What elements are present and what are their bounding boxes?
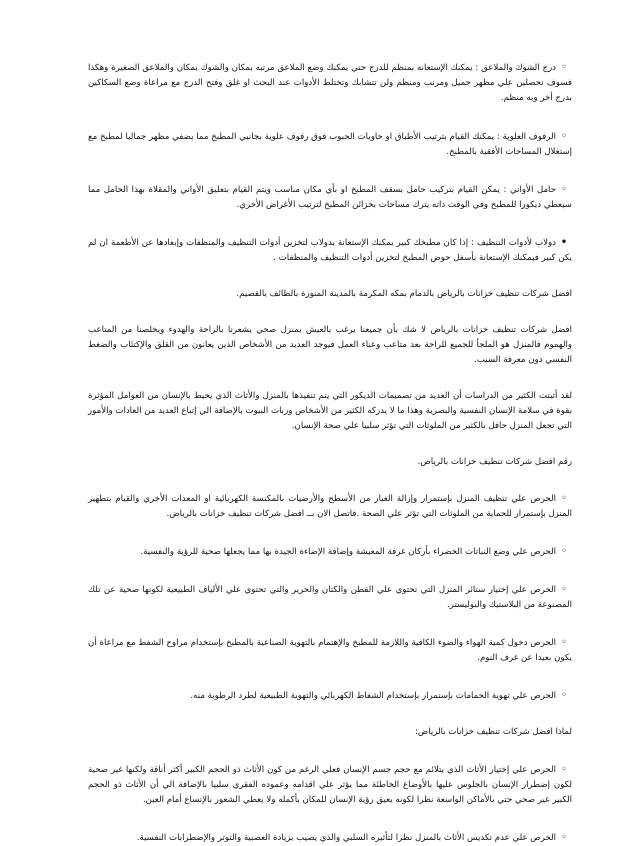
bullet-marker: ◦ [561, 584, 567, 595]
bullet-marker: ◦ [561, 131, 567, 142]
bullet-marker: ◦ [561, 62, 567, 73]
bullet-marker: ◦ [561, 764, 567, 775]
bullet-marker: ◦ [561, 690, 567, 701]
paragraph-pot-rack [88, 182, 572, 213]
paragraph-plants-tip [88, 544, 572, 560]
paragraph-text: الرفوف العلوية : يمكنك القيام بترتيب الأطباق او حاويات الحبوب فوق رفوف علوية بجانبي المطبخ مما يضفي مظهر جماليا لمطبخ مع إستغلال المساحات الأفقية بالمطبخ. [88, 132, 572, 157]
paragraph-text: دولاب لأدوات التنظيف : إذا كان مطبخك كبير يمكنك الإستعانة بدولاب لتخزين أدوات التنظيف والمنظفات وإبعادها عن الأطعمة ان لم يكن كبير فيمكنك الإستعانة بأسفل حوض المطبخ لتخزين أدوات التنظيف والمنظفات . [88, 238, 572, 263]
paragraph-text: افضل شركات تنظيف خزانات بالرياض بالدمام بمكه المكرمة بالمدينة المنورة بالطائف بالقصيم. [236, 289, 572, 299]
paragraph-text: الحرص علي إختيار الأثاث الذي يتلائم مع حجم جسم الإنسان فعلي الرغم من كون الأثاث ذو الحجم الكبير أكثر أناقة ولكنها غير صحية لكون إضطرار الإنسان بالجلوس عليها بالأوضاع الخاطئة مما يؤثر علي اقدامه وعموده الفقري سلبيا بالإضافة الي أن الأثاث ذو الحجم الكبير غير صحي حتي بالأماكن الواسعة نظرا لكونه يعيق رؤية الإنسان للمكان بأكمله ولا يعطي الشعور بالإتساع أمام العين. [88, 765, 572, 805]
paragraph-curtains-tip [88, 582, 572, 613]
paragraph-text: الحرص علي تنظيف المنزل بإستمرار وإزالة الغبار من الأسطح والأرضيات بالمكنسة الكهربائية او المعدات الأخري والقيام بتطهير المنزل بإستمرار للحماية من الملوثات التي تؤثر علي الصحة .فاتصل الان بــ افضل شركات تنظيف خزانات بالرياض. [88, 494, 572, 519]
bullet-marker: ◦ [561, 637, 567, 648]
paragraph-text: حامل الأواني : يمكن القيام بتركيب حامل بسقف المطبخ او بأي مكان مناسب ويتم القيام بتعليق الأواني والمقلاة بهذا الحامل مما سيعطي ديكورا للمطبخ وفي الوقت ذاته يترك مساحات بخزائن المطبخ لترتيب الأغراض الأخري. [88, 185, 572, 210]
paragraph-best-companies [88, 287, 572, 302]
paragraph-cleaning-cabinet [88, 235, 572, 266]
paragraph-text: الحرص دخول كمية الهواء والضوء الكافية واللازمة للمطبخ والإهتمام بالتهوية الصناعية بالمطبخ بإستخدام مراوح الشفط مع مراعاة أن يكون بعيدا عن غرف النوم. [88, 638, 572, 663]
bullet-marker: ◦ [561, 184, 567, 195]
paragraph-text: الحرص علي إختيار ستائر المنزل التي تحتوي علي القطن والكتان والحرير والتي تحتوي علي الألياف الطبيعية لكونها صحية عن تلك المصنوعة من البلاستيك والبوليستر. [88, 585, 572, 610]
paragraph-cutlery-drawer [88, 60, 572, 106]
paragraph-why-heading [88, 725, 572, 740]
paragraph-text: الحرص علي وضع النباتات الخضراء بأركان غرفة المعيشة وإضافة الإضاءة الجيدة بها مما يجعلها صحية للرؤية والنفسية. [140, 547, 556, 557]
paragraph-studies [88, 389, 572, 434]
paragraph-text: لقد أثبتت الكثير من الدراسات أن العديد من تصميمات الديكور التي يتم تنفيذها بالمنزل والأثاث الذي يحيط بالإنسان من العوامل المؤثرة بقوة في سلامة الإنسان النفسية والبصرية وهذا ما لا يدركه الكثير من الأشخاص وربات البيوت بالإضافة الي إتباع العديد من العادات والأمور التي تجعل المنزل حافل بالكثير من الملوثات التي تؤثر سلبيا علي صحة الإنسان. [88, 391, 572, 431]
paragraph-text: لماذا افضل شركات تنظيف خزانات بالرياض: [414, 727, 572, 737]
paragraph-text: الحرص علي عدم تكديس الأثاث بالمنزل نظرا لتأثيره السلبي والذي يصيب بزيادة العصبية والتوتر والإضطرابات النفسية. [136, 833, 556, 843]
paragraph-text: درج الشوك والملاعق : يمكنك الإستعانه بمنظم للدرج حتي يمكنك وضع الملاعق مرتبه بمكان والشوك بمكان والملاعق الصغيرة وهكذا فسوف تحصلين علي مظهر جميل ومرتب ومنظم ولن تتشابك وتختلط الأدوات عند البحث او غلق وفتح الدرج مع مراعاة وضع السكاكين بدرج أخر وبه منظم. [88, 63, 572, 103]
paragraph-text: افضل شركات تنظيف خزانات بالرياض لا شك بأن جميعنا يرغب بالعيش بمنزل صحي يشعرنا بالراحة والهدوء ويخلصنا من المتاعب والهموم فالمنزل هو الملجأ للجميع للراحة بعد متاعب وعناء العمل فيوجد العديد من الأشخاص الذين يعانون من القلق والإكتئاب والضغط النفسي دون معرفة السبب. [88, 325, 572, 365]
bullet-marker: ◦ [561, 832, 567, 843]
paragraph-furniture-size-tip [88, 762, 572, 808]
bullet-marker: ◦ [561, 546, 567, 557]
bullet-marker: • [560, 237, 568, 248]
paragraph-cleaning-tip [88, 491, 572, 522]
paragraph-furniture-clutter-tip [88, 830, 572, 846]
paragraph-bathroom-tip [88, 688, 572, 704]
paragraph-text: رقم افضل شركات تنظيف خزانات بالرياض. [417, 457, 572, 467]
paragraph-text: الحرص علي تهوية الحمامات بإستمرار بإستخدام الشفاط الكهربائي والتهوية الطبيعية لطرد الرطوبة منه. [190, 691, 556, 701]
paragraph-phone-heading [88, 455, 572, 470]
bullet-marker: ◦ [561, 493, 567, 504]
paragraph-ventilation-tip [88, 635, 572, 666]
paragraph-healthy-home [88, 323, 572, 368]
paragraph-upper-shelves [88, 129, 572, 160]
